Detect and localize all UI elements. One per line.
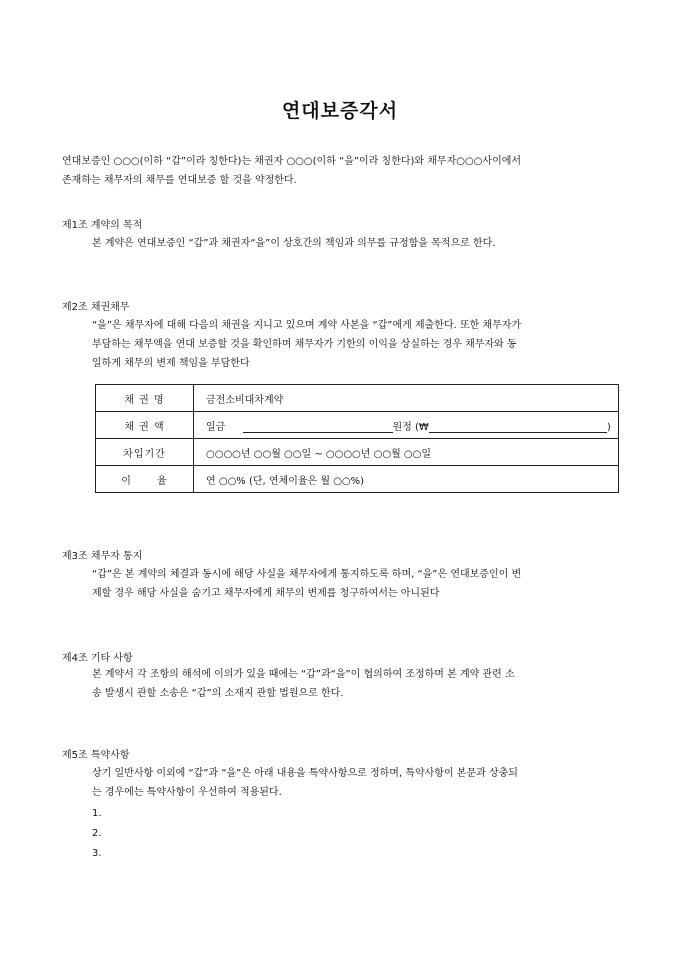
amount-suffix: ) bbox=[606, 421, 611, 433]
special-item-2: 2. bbox=[92, 828, 102, 839]
claim-name-value: 금전소비대차계약 bbox=[194, 385, 619, 412]
interest-rate-label: 이 율 bbox=[96, 466, 194, 493]
amount-won-underline bbox=[429, 421, 607, 433]
intro-line-1: 연대보증인 ○○○(이하 “갑”이라 칭한다)는 채권자 ○○○(이하 “을”이라 칭한다)와 채무자○○○사이에서 bbox=[62, 156, 522, 167]
article-5-heading: 제5조 특약사항 bbox=[62, 750, 130, 761]
claim-amount-label: 채 권 액 bbox=[96, 412, 194, 439]
table-row bbox=[96, 412, 619, 439]
interest-rate-value: 연 ○○% (단, 연체이율은 월 ○○%) bbox=[194, 466, 619, 493]
article-4-line-1: 본 계약서 각 조항의 해석에 이의가 있을 때에는 “갑”과“을”이 협의하여 조정하며 본 계약 관련 소 bbox=[92, 669, 515, 680]
table-row bbox=[96, 385, 619, 412]
article-4-heading: 제4조 기타 사항 bbox=[62, 653, 133, 664]
article-4-body bbox=[92, 665, 622, 703]
article-1-line-1: 본 계약은 연대보증인 “갑”과 채권자“을”이 상호간의 책임과 의무를 규정함을 목적으로 한다. bbox=[92, 238, 496, 249]
claim-amount-value bbox=[194, 412, 619, 439]
article-3-heading: 제3조 채무자 통지 bbox=[62, 551, 143, 562]
article-3-line-2: 제할 경우 해당 사실을 숨기고 채무자에게 채무의 변제를 청구하여서는 아니된다 bbox=[92, 588, 440, 599]
intro-line-2: 존재하는 채무자의 채무를 연대보증 할 것을 약정한다. bbox=[62, 175, 297, 186]
amount-prefix: 일금 bbox=[206, 421, 226, 433]
article-2-heading: 제2조 채권채무 bbox=[62, 302, 130, 313]
article-4-line-2: 송 발생시 관할 소송은 “갑”의 소재지 관할 법원으로 한다. bbox=[92, 688, 344, 699]
table-row bbox=[96, 466, 619, 493]
article-3-body bbox=[92, 565, 622, 603]
loan-period-value: ○○○○년 ○○월 ○○일 ~ ○○○○년 ○○월 ○○일 bbox=[194, 439, 619, 466]
claim-table bbox=[95, 384, 619, 493]
article-2-line-1: “을”은 채무자에 대해 다음의 채권을 지니고 있으며 계약 사본을 “갑”에게 제출한다. 또한 채무자가 bbox=[92, 320, 522, 331]
amount-blank-underline bbox=[243, 421, 393, 433]
special-item-1: 1. bbox=[92, 808, 102, 819]
article-1-body bbox=[92, 234, 622, 253]
claim-name-label: 채 권 명 bbox=[96, 385, 194, 412]
article-3-line-1: “갑”은 본 계약의 체결과 동시에 해당 사실을 채무자에게 통지하도록 하며, “을”은 연대보증인이 변 bbox=[92, 569, 522, 580]
article-5-line-1: 상기 일반사항 이외에 “갑”과 “을”은 아래 내용을 특약사항으로 정하며, 특약사항이 본문과 상충되 bbox=[92, 768, 518, 779]
document-title: 연대보증각서 bbox=[281, 100, 399, 122]
loan-period-label: 차입기간 bbox=[96, 439, 194, 466]
special-item-3: 3. bbox=[92, 848, 102, 859]
article-1-heading: 제1조 계약의 목적 bbox=[62, 220, 143, 231]
article-5-body bbox=[92, 764, 622, 802]
article-2-line-3: 일하게 채무의 변제 책임을 부담한다 bbox=[92, 358, 250, 369]
table-row bbox=[96, 439, 619, 466]
article-5-line-2: 는 경우에는 특약사항이 우선하여 적용된다. bbox=[92, 787, 282, 798]
article-2-body bbox=[92, 316, 622, 373]
intro-paragraph bbox=[62, 152, 622, 190]
article-2-line-2: 부담하는 채무액을 연대 보증할 것을 확인하며 채무자가 기한의 이익을 상실하는 경우 채무자와 동 bbox=[92, 339, 517, 350]
amount-mid: 원정 (₩ bbox=[392, 421, 429, 433]
